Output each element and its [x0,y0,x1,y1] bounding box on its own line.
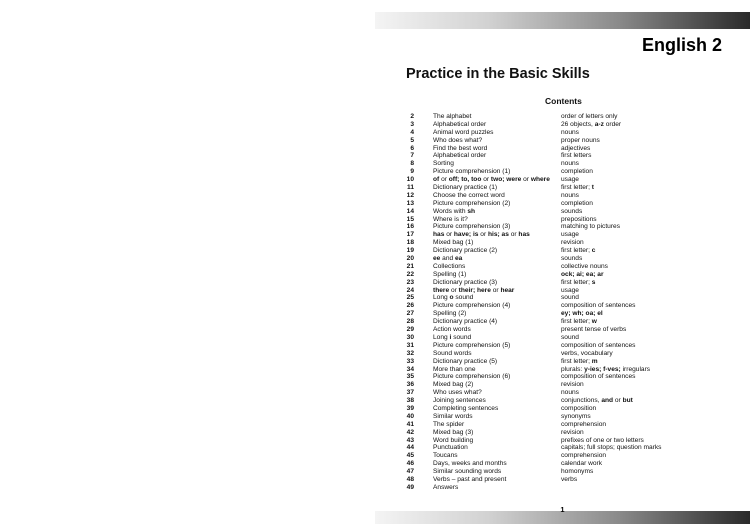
toc-title: Joining sentences [433,397,486,405]
toc-focus: first letter; m [561,357,598,365]
toc-page-number: 38 [406,397,414,405]
toc-title: Animal word puzzles [433,128,494,136]
toc-title: of or off; to, too or two; were or where [433,176,550,184]
toc-row [375,247,750,255]
toc-page-number: 31 [406,341,414,349]
toc-focus: usage [561,176,579,184]
toc-row [375,429,750,437]
toc-focus: revision [561,428,584,436]
toc-title: Dictionary practice (1) [433,184,498,192]
toc-title: Dictionary practice (3) [433,278,498,286]
toc-focus: first letters [561,152,592,160]
toc-page-number: 16 [406,223,414,231]
toc-title: Dictionary practice (5) [433,357,498,365]
toc-page-number: 33 [406,357,414,365]
toc-row [375,137,750,145]
toc-row [375,255,750,263]
toc-focus: usage [561,231,579,239]
toc-row [375,460,750,468]
toc-focus: homonyms [561,468,594,476]
toc-row [375,405,750,413]
toc-row [375,373,750,381]
toc-page-number: 15 [406,215,414,223]
toc-focus: nouns [561,160,579,168]
toc-row [375,200,750,208]
toc-title: Spelling (1) [433,270,467,278]
toc-page-number: 49 [406,483,414,491]
toc-title: Who uses what? [433,389,482,397]
toc-focus: composition of sentences [561,373,636,381]
toc-page-number: 3 [410,120,414,128]
toc-row [375,239,750,247]
toc-row [375,152,750,160]
toc-page-number: 34 [406,365,414,373]
toc-row [375,421,750,429]
toc-focus: order of letters only [561,113,618,120]
toc-title: Word building [433,436,474,444]
toc-focus: composition of sentences [561,302,636,310]
toc-title: Picture comprehension (4) [433,302,511,310]
toc-row [375,271,750,279]
toc-row [375,145,750,153]
toc-title: The alphabet [433,113,472,120]
toc-page-number: 9 [410,168,414,176]
toc-page-number: 6 [410,144,414,152]
toc-title: Action words [433,326,471,334]
toc-title: Alphabetical order [433,152,487,160]
toc-title: Picture comprehension (5) [433,341,511,349]
toc-title: The spider [433,420,465,428]
toc-title: Choose the correct word [433,191,505,199]
toc-title: Collections [433,262,466,270]
toc-row [375,468,750,476]
series-title: English 2 [641,35,722,55]
toc-row [375,318,750,326]
toc-focus: present tense of verbs [561,326,627,334]
toc-focus: composition [561,404,597,412]
toc-title: Spelling (2) [433,310,467,318]
toc-title: Dictionary practice (2) [433,247,498,255]
toc-row [375,452,750,460]
toc-page-number: 10 [406,176,414,184]
toc-focus: adjectives [561,144,591,152]
toc-row [375,397,750,405]
toc-title: Who does what? [433,136,483,144]
toc-row [375,413,750,421]
toc-row [375,168,750,176]
toc-page-number: 47 [406,468,414,476]
toc-title: Verbs – past and present [433,475,507,483]
book-page [375,0,750,531]
toc-focus: first letter; s [561,278,596,286]
toc-page-number: 23 [406,278,414,286]
toc-row [375,389,750,397]
toc-page-number: 12 [406,191,414,199]
toc-title: Picture comprehension (2) [433,199,511,207]
contents-heading: Contents [545,96,582,106]
toc-focus: plurals: y-ies; f-ves; irregulars [561,365,651,373]
toc-row [375,231,750,239]
toc-focus: usage [561,286,579,294]
toc-row [375,192,750,200]
toc-title: ee and ea [433,255,463,263]
toc-page-number: 18 [406,239,414,247]
toc-page-number: 5 [410,136,414,144]
toc-focus: verbs [561,475,578,483]
toc-title: Find the best word [433,144,488,152]
toc-page-number: 46 [406,460,414,468]
toc-page-number: 26 [406,302,414,310]
toc-row [375,287,750,295]
toc-page-number: 21 [406,262,414,270]
toc-page-number: 48 [406,475,414,483]
toc-row [375,310,750,318]
toc-row [375,437,750,445]
toc-page-number: 24 [406,286,414,294]
toc-title: Picture comprehension (1) [433,168,511,176]
toc-row [375,381,750,389]
toc-focus: revision [561,239,584,247]
toc-focus: prefixes of one or two letters [561,436,644,444]
toc-row [375,444,750,452]
toc-focus: conjunctions, and or but [561,397,633,405]
toc-title: Mixed bag (2) [433,381,474,389]
toc-row [375,294,750,302]
toc-title: Where is it? [433,215,468,223]
toc-page-number: 44 [406,444,414,452]
toc-title: Mixed bag (1) [433,239,474,247]
toc-focus: completion [561,168,593,176]
toc-focus: completion [561,199,593,207]
toc-focus: ey; wh; oa; el [561,310,603,318]
toc-focus: capitals; full stops; question marks [561,444,662,452]
toc-focus: collective nouns [561,262,608,270]
toc-page-number: 39 [406,404,414,412]
toc-title: has or have; is or his; as or has [433,231,530,239]
toc-focus: matching to pictures [561,223,621,231]
toc-page-number: 43 [406,436,414,444]
toc-page-number: 17 [406,231,414,239]
toc-focus: sounds [561,207,583,215]
toc-title: Long i sound [433,333,472,341]
toc-page-number: 40 [406,412,414,420]
toc-row [375,223,750,231]
toc-title: More than one [433,365,476,373]
toc-row [375,350,750,358]
toc-title: Words with sh [433,207,476,215]
toc-page-number: 22 [406,270,414,278]
toc-row [375,176,750,184]
toc-page-number: 19 [406,247,414,255]
toc-title: Long o sound [433,294,474,302]
toc-row [375,476,750,484]
toc-focus: proper nouns [561,136,600,144]
toc-focus: verbs, vocabulary [561,349,613,357]
toc-row [375,326,750,334]
toc-page-number: 35 [406,373,414,381]
toc-focus: prepositions [561,215,597,223]
table-of-contents [375,113,750,492]
toc-title: Sound words [433,349,472,357]
toc-title: Dictionary practice (4) [433,318,498,326]
toc-focus: 26 objects, a-z order [561,120,622,128]
toc-title: Picture comprehension (6) [433,373,511,381]
toc-page-number: 7 [410,152,414,160]
toc-row [375,216,750,224]
top-gradient-band [375,12,750,29]
toc-page-number: 36 [406,381,414,389]
toc-focus: ock; ai; ea; ar [561,270,604,278]
toc-page-number: 25 [406,294,414,302]
toc-title: Mixed bag (3) [433,428,474,436]
toc-row [375,208,750,216]
toc-focus: revision [561,381,584,389]
toc-focus: first letter; c [561,247,596,255]
toc-focus: nouns [561,128,579,136]
toc-focus: first letter; w [561,318,597,326]
toc-row [375,484,750,492]
toc-row [375,334,750,342]
toc-page-number: 2 [410,113,414,120]
toc-focus: sounds [561,255,583,263]
toc-title: Alphabetical order [433,120,487,128]
page-number: 1 [560,505,565,514]
toc-page-number: 37 [406,389,414,397]
toc-title: Picture comprehension (3) [433,223,511,231]
toc-title: Completing sentences [433,404,499,412]
toc-page-number: 4 [410,128,414,136]
toc-page-number: 14 [406,207,414,215]
toc-focus: synonyms [561,412,591,420]
toc-focus: comprehension [561,420,607,428]
toc-title: there or their; here or hear [433,286,515,294]
toc-title: Answers [433,483,459,491]
toc-page-number: 41 [406,420,414,428]
toc-row [375,184,750,192]
toc-page-number: 45 [406,452,414,460]
toc-title: Similar sounding words [433,468,502,476]
toc-focus: nouns [561,191,579,199]
toc-row [375,263,750,271]
toc-page-number: 8 [410,160,414,168]
toc-focus: sound [561,294,579,302]
toc-row [375,358,750,366]
toc-page-number: 28 [406,318,414,326]
toc-title: Days, weeks and months [433,460,507,468]
toc-focus: nouns [561,389,579,397]
toc-page-number: 11 [407,184,414,192]
toc-page-number: 42 [406,428,414,436]
page-title: Practice in the Basic Skills [406,66,590,82]
toc-focus: comprehension [561,452,607,460]
toc-row [375,160,750,168]
toc-page-number: 20 [406,255,414,263]
toc-row [375,279,750,287]
toc-title: Similar words [433,412,473,420]
toc-row [375,366,750,374]
toc-page-number: 27 [406,310,414,318]
toc-focus: first letter; t [561,184,594,192]
toc-focus: sound [561,333,579,341]
toc-row [375,302,750,310]
toc-title: Sorting [433,160,454,168]
toc-page-number: 30 [406,333,414,341]
toc-page-number: 29 [406,326,414,334]
toc-page-number: 32 [406,349,414,357]
toc-row [375,121,750,129]
toc-title: Punctuation [433,444,468,452]
toc-title: Toucans [433,452,458,460]
toc-focus: calendar work [561,460,603,468]
toc-row [375,342,750,350]
toc-row [375,113,750,121]
toc-row [375,129,750,137]
toc-focus: composition of sentences [561,341,636,349]
toc-page-number: 13 [406,199,414,207]
